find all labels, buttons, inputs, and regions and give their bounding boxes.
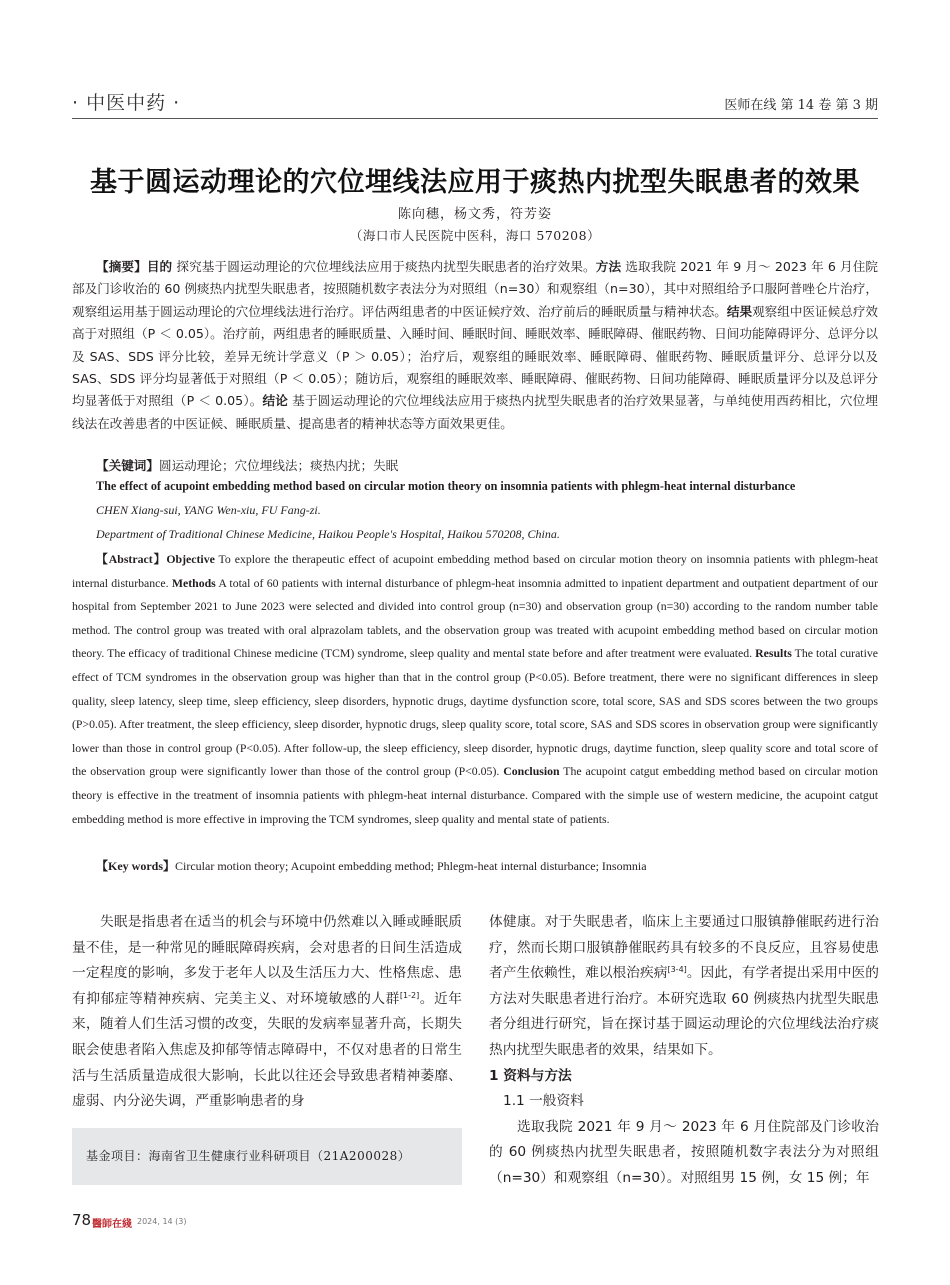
methods-en-text: A total of 60 patients with internal disturbance of phlegm-heat insomnia admitted to inpatient department and outpatient department of our hospital from September 2021 to June 2023 were selected and divided into control group (n=30) and observation group (n=30) according to the random number table method. The control group was treated with oral alprazolam tablets, and the observation group was treated with acupoint embedding method based on circular motion theory. The efficacy of traditional Chinese medicine (TCM) syndrome, sleep quality and mental state before and after treatment were evaluated. bbox=[72, 575, 878, 661]
section-label: · 中医中药 · bbox=[72, 92, 181, 114]
keywords-en-label: 【Key words】 bbox=[96, 859, 175, 873]
page-number: 78 bbox=[72, 1211, 92, 1229]
section-heading: 1 资料与方法 bbox=[489, 1067, 572, 1084]
journal-info: 医师在线 第 14 卷 第 3 期 bbox=[724, 98, 878, 113]
keywords-label: 【关键词】 bbox=[96, 458, 159, 473]
objective-text: 探究基于圆运动理论的穴位埋线法应用于痰热内扰型失眠患者的治疗效果。 bbox=[176, 259, 596, 274]
funding-box bbox=[72, 1128, 462, 1185]
objective-en-label: Objective bbox=[166, 552, 215, 566]
methods-en-label: Methods bbox=[171, 575, 216, 590]
journal-logo: 醫師在綫 bbox=[92, 1219, 132, 1230]
abstract-en-label: 【Abstract】 bbox=[96, 552, 167, 566]
body-text: 。因此，有学者提出采用中医的方法对失眠患者进行治疗。本研究选取 60 例痰热内扰型失眠患者分组进行研究，旨在探讨基于圆运动理论的穴位埋线法治疗痰热内扰型失眠患者的效果，结果如下。 bbox=[489, 965, 879, 1058]
english-authors: CHEN Xiang-sui, YANG Wen-xiu, FU Fang-zi. bbox=[96, 503, 321, 517]
keywords-en-text: Circular motion theory; Acupoint embedding method; Phlegm-heat internal disturbance; Insomnia bbox=[175, 859, 647, 873]
results-en-label: Results bbox=[755, 646, 792, 661]
objective-en-text: To explore the therapeutic effect of acupoint embedding method based on circular motion theory on insomnia patients with phlegm-heat internal disturbance. bbox=[72, 552, 878, 590]
keywords-zh bbox=[96, 455, 398, 474]
english-affiliation: Department of Traditional Chinese Medicine, Haikou People's Hospital, Haikou 570208, China. bbox=[96, 527, 560, 541]
body-paragraph: 选取我院 2021 年 9 月～ 2023 年 6 月住院部及门诊收治的 60 例痰热内扰型失眠患者，按照随机数字表法分为对照组（n=30）和观察组（n=30）。对照组男 15 例，女 15 例；年 bbox=[489, 1118, 879, 1186]
body-paragraph bbox=[489, 910, 879, 1064]
conclusion-text: 基于圆运动理论的穴位埋线法应用于痰热内扰型失眠患者的治疗效果显著，与单纯使用西药相比，穴位埋线法在改善患者的中医证候、睡眠质量、提高患者的精神状态等方面效果更佳。 bbox=[72, 393, 879, 431]
conclusion-en-text: The acupoint catgut embedding method based on circular motion theory is effective in the treatment of insomnia patients with phlegm-heat internal disturbance. Compared with the simple use of western medicine, the acupoint catgut embedding method is more effective in improving the TCM syndromes, sleep quality and mental state of patients. bbox=[72, 764, 878, 826]
body-right-column bbox=[489, 910, 879, 1192]
english-title: The effect of acupoint embedding method based on circular motion theory on insomnia patients with phlegm-heat internal disturbance bbox=[96, 479, 796, 493]
affiliation: （海口市人民医院中医科，海口 570208） bbox=[349, 228, 601, 243]
methods-text: 选取我院 2021 年 9 月～ 2023 年 6 月住院部及门诊收治的 60 例痰热内扰型失眠患者，按照随机数字表法分为对照组（n=30）和观察组（n=30），其中对照组给予口服阿普唑仑片治疗，观察组运用基于圆运动理论的穴位埋线法进行治疗。评估两组患者的中医证候疗效、治疗前后的睡眠质量与精神状态。 bbox=[72, 259, 879, 319]
header-divider bbox=[72, 118, 878, 119]
conclusion-label: 结论 bbox=[262, 393, 288, 409]
authors: 陈向穗，杨文秀，符芳姿 bbox=[397, 207, 552, 222]
abstract-en bbox=[72, 548, 878, 831]
citation: [3-4] bbox=[667, 965, 687, 975]
body-text: 体健康。对于失眠患者，临床上主要通过口服镇静催眠药进行治疗，然而长期口服镇静催眠药具有较多的不良反应，且容易使患者产生依赖性，难以根治疾病 bbox=[489, 914, 879, 982]
abstract-zh bbox=[72, 256, 878, 435]
abstract-label: 【摘要】 bbox=[96, 259, 147, 274]
article-title: 基于圆运动理论的穴位埋线法应用于痰热内扰型失眠患者的效果 bbox=[90, 167, 860, 198]
keywords-text: 圆运动理论；穴位埋线法；痰热内扰；失眠 bbox=[158, 458, 399, 473]
body-paragraph bbox=[72, 910, 462, 1115]
issue-info: 2024, 14 (3) bbox=[137, 1217, 187, 1226]
keywords-en bbox=[96, 857, 647, 874]
conclusion-en-label: Conclusion bbox=[503, 764, 560, 779]
results-text: 观察组中医证候总疗效高于对照组（P ＜ 0.05）。治疗前，两组患者的睡眠质量、入睡时间、睡眠时间、睡眠效率、睡眠障碍、催眠药物、日间功能障碍评分、总评分以及 SAS、SDS 评分比较，差异无统计学意义（P ＞ 0.05）；治疗后，观察组的睡眠效率、睡眠障碍、催眠药物、睡眠质量评分、总评分以及 SAS、SDS 评分均显著低于对照组（P ＜ 0.05）；随访后，观察组的睡眠效率、睡眠障碍、催眠药物、日间功能障碍、睡眠质量评分以及总评分均显著低于对照组（P ＜ 0.05）。 bbox=[72, 303, 878, 409]
subsection-heading: 1.1 一般资料 bbox=[503, 1093, 584, 1110]
body-text: 。近年来，随着人们生活习惯的改变，失眠的发病率显著升高，长期失眠会使患者陷入焦虑及抑郁等情志障碍中，不仅对患者的日常生活与生活质量造成很大影响，长此以往还会导致患者精神萎靡、虚弱、内分泌失调，严重影响患者的身 bbox=[72, 990, 462, 1110]
objective-label: 目的 bbox=[146, 259, 173, 274]
citation: [1-2] bbox=[399, 990, 420, 1000]
results-label: 结果 bbox=[726, 303, 753, 319]
body-text: 失眠是指患者在适当的机会与环境中仍然难以入睡或睡眠质量不佳，是一种常见的睡眠障碍疾病，会对患者的日间生活造成一定程度的影响，多发于老年人以及生活压力大、性格焦虑、患有抑郁症等精神疾病、完美主义、对环境敏感的人群 bbox=[72, 914, 462, 1007]
funding-text: 基金项目：海南省卫生健康行业科研项目（21A200028） bbox=[86, 1149, 411, 1163]
methods-label: 方法 bbox=[595, 259, 622, 274]
results-en-text: The total curative effect of TCM syndromes in the observation group was higher than that in the control group (P<0.05). Before treatment, there were no significant differences in sleep quality, sleep latency, sleep time, sleep efficiency, sleep disorders, hypnotic drugs, daytime dysfunction score, total score, SAS and SDS scores between the two groups (P>0.05). After treatment, the sleep efficiency, sleep disorder, hypnotic drugs, sleep quality score, total score, SAS and SDS scores in observation group were significantly lower than those in control group (P<0.05). After follow-up, the sleep efficiency, sleep disorder, hypnotic drugs, daytime function, sleep quality score and total score of the observation group were significantly lower than those of the control group (P<0.05). bbox=[72, 646, 878, 779]
body-left-column bbox=[72, 910, 462, 1115]
